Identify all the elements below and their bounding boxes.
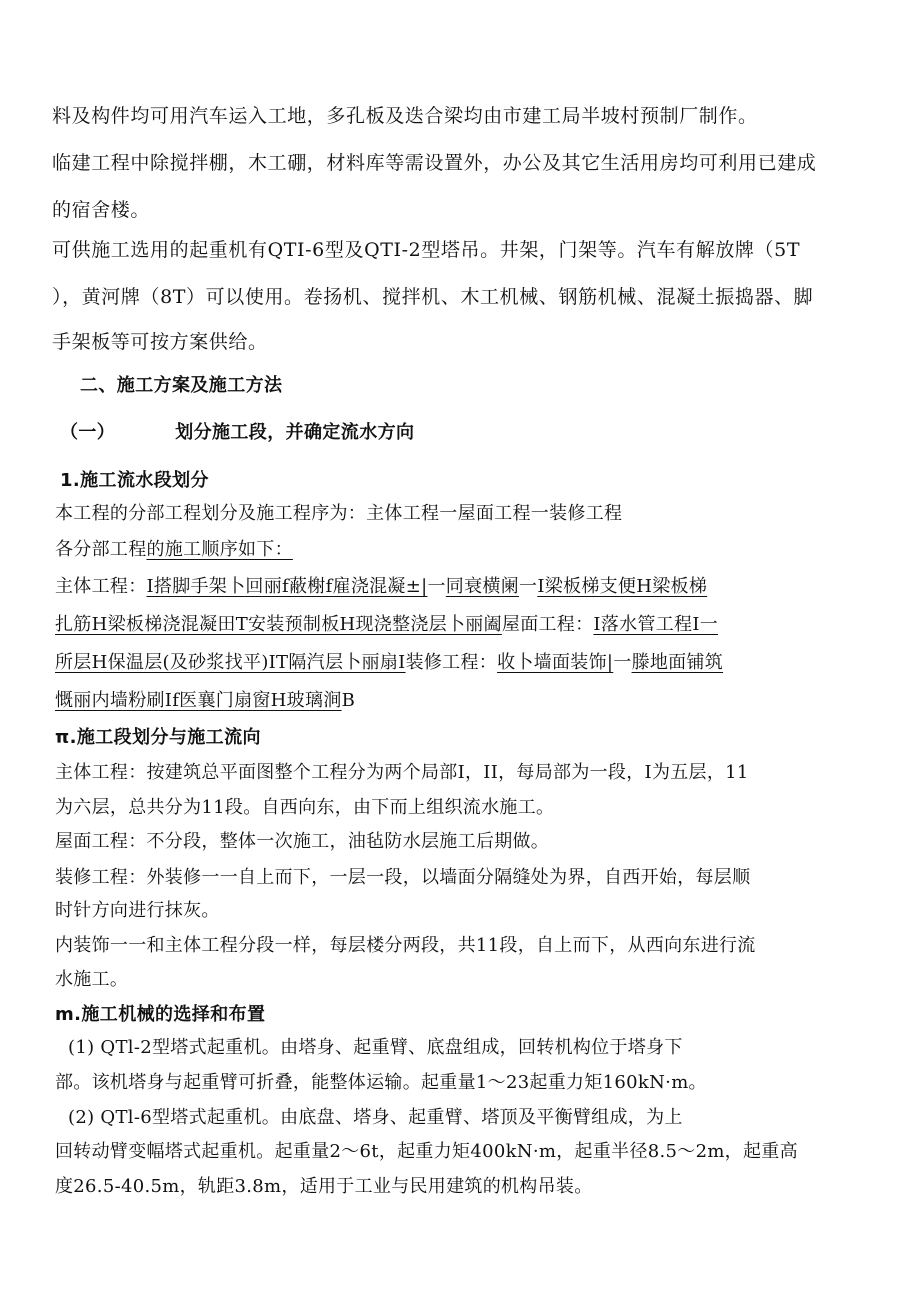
paragraph-line: 临建工程中除搅拌棚，木工硼，材料库等需设置外，办公及其它生活用房均可利用已建成 xyxy=(52,152,817,174)
paragraph-line: 水施工。 xyxy=(55,969,129,990)
paragraph-line: 时针方向进行抹灰。 xyxy=(55,900,220,921)
paragraph-line: 回转动臂变幅塔式起重机。起重量2〜6t，起重力矩400kN·m，起重半径8.5〜2m，起重高 xyxy=(55,1141,798,1162)
subsection-number: （一） xyxy=(60,422,116,443)
item-heading: 1.施工流水段划分 xyxy=(60,470,209,491)
underlined-text: 慨丽内墙粉刷If医襄门扇窗H玻璃涧 xyxy=(55,690,342,711)
paragraph-line: 部。该机塔身与起重臂可折叠，能整体运输。起重量1〜23起重力矩160kN·m。 xyxy=(55,1072,707,1093)
item-heading: m.施工机械的选择和布置 xyxy=(55,1004,266,1025)
paragraph-line xyxy=(55,535,293,561)
underlined-text: 扎筋H梁板梯浇混凝田T安装预制板H现浇整浇层卜丽阖 xyxy=(55,614,502,635)
underlined-text: I梁板梯支便H梁板梯 xyxy=(537,576,708,597)
paragraph-line: 屋面工程：不分段，整体一次施工，油毡防水层施工后期做。 xyxy=(55,831,550,852)
paragraph-line: (2) QTl-6型塔式起重机。由底盘、塔身、起重臂、塔顶及平衡臂组成，为上 xyxy=(68,1107,683,1128)
underlined-text: I落水管工程I一 xyxy=(593,614,719,635)
paragraph-line xyxy=(55,686,355,712)
text-run: 一 xyxy=(613,652,632,673)
text-run: B xyxy=(341,690,356,711)
text-run: 一 xyxy=(427,576,446,597)
paragraph-line: 料及构件均可用汽车运入工地，多孔板及迭合梁均由市建工局半坡村预制厂制作。 xyxy=(52,105,758,127)
paragraph-line: 手架板等可按方案供给。 xyxy=(52,331,268,353)
paragraph-line: 主体工程：按建筑总平面图整个工程分为两个局部I，II，每局部为一段，I为五层，11 xyxy=(55,762,749,783)
text-run: 装修工程： xyxy=(405,652,498,673)
underlined-text: 的施工顺序如下： xyxy=(146,539,293,560)
underlined-text: 同衰横阑 xyxy=(445,576,519,597)
underlined-text: 所层H保温层(及砂浆找平)IT隔汽层卜丽扇I xyxy=(55,652,406,673)
text-run: 主体工程： xyxy=(55,576,147,597)
subsection-heading xyxy=(60,418,414,444)
item-heading: π.施工段划分与施工流向 xyxy=(55,727,261,748)
text-run: 屋面工程： xyxy=(501,614,594,635)
underlined-text: I搭脚手架卜回丽f蔽榭f雇浇混凝±| xyxy=(146,576,428,597)
underlined-text: 滕地面铺筑 xyxy=(631,652,724,673)
text-run: 一 xyxy=(519,576,538,597)
paragraph-line: (1) QTl-2型塔式起重机。由塔身、起重臂、底盘组成，回转机构位于塔身下 xyxy=(68,1037,683,1058)
paragraph-line: 可供施工选用的起重机有QTI-6型及QTI-2型塔吊。井架，门架等。汽车有解放牌（5T xyxy=(52,239,801,261)
paragraph-line: 本工程的分部工程划分及施工程序为：主体工程一屋面工程一装修工程 xyxy=(55,503,623,524)
paragraph-line: 内装饰一一和主体工程分段一样，每层楼分两段，共11段，自上而下，从西向东进行流 xyxy=(55,935,756,956)
subsection-title: 划分施工段，并确定流水方向 xyxy=(175,422,415,443)
paragraph-line xyxy=(55,572,707,598)
section-heading: 二、施工方案及施工方法 xyxy=(80,375,283,396)
paragraph-line: 的宿舍楼。 xyxy=(52,199,151,221)
paragraph-line: 装修工程：外装修一一自上而下，一层一段，以墙面分隔缝处为界，自西开始，每层顺 xyxy=(55,867,751,888)
paragraph-line: ），黄河牌（8T）可以使用。卷扬机、搅拌机、木工机械、钢筋机械、混凝土振捣器、脚 xyxy=(52,286,814,308)
paragraph-line: 度26.5-40.5m，轨距3.8m，适用于工业与民用建筑的机构吊装。 xyxy=(55,1176,593,1197)
paragraph-line xyxy=(55,610,718,636)
text-run: 各分部工程 xyxy=(55,539,147,560)
paragraph-line xyxy=(55,648,723,674)
underlined-text: 收卜墙面装饰| xyxy=(497,652,614,673)
paragraph-line: 为六层，总共分为11段。自西向东，由下而上组织流水施工。 xyxy=(55,797,555,818)
